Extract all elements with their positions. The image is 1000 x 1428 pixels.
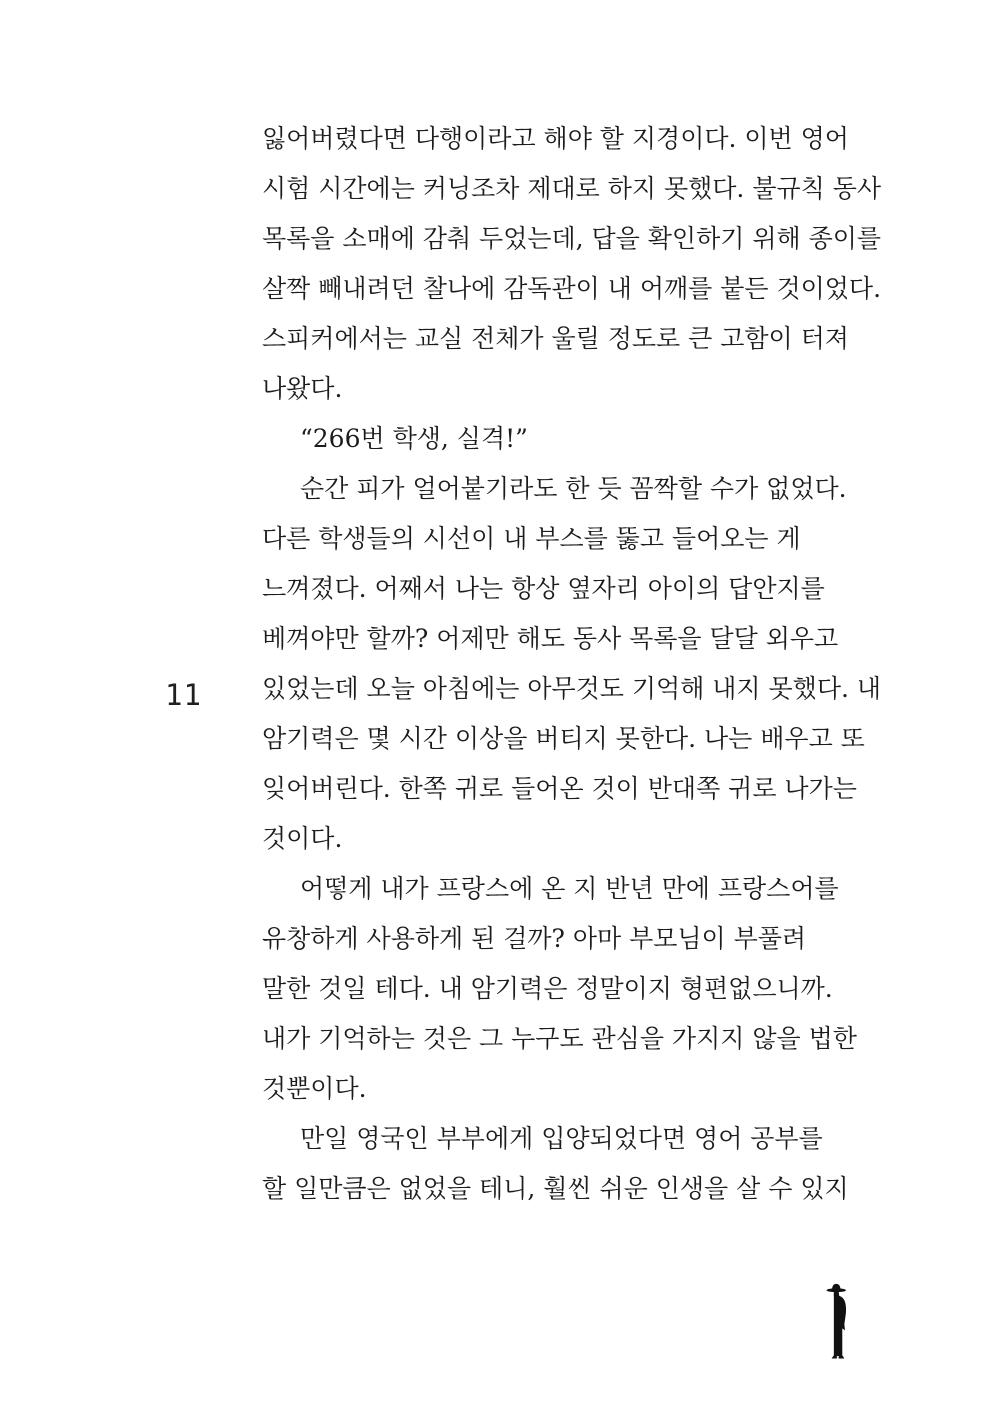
text-line: 것뿐이다. (262, 1074, 367, 1103)
text-line: 어떻게 내가 프랑스에 온 지 반년 만에 프랑스어를 (300, 874, 839, 903)
text-line: 목록을 소매에 감춰 두었는데, 답을 확인하기 위해 종이를 (262, 224, 882, 253)
text-line: 유창하게 사용하게 된 걸까? 아마 부모님이 부풀려 (262, 924, 807, 953)
text-line: 잃어버렸다면 다행이라고 해야 할 지경이다. 이번 영어 (262, 124, 849, 153)
text-line: 시험 시간에는 커닝조차 제대로 하지 못했다. 불규칙 동사 (262, 174, 882, 203)
text-line: 스피커에서는 교실 전체가 울릴 정도로 큰 고함이 터져 (262, 324, 849, 353)
text-line: 느껴졌다. 어째서 나는 항상 옆자리 아이의 답안지를 (262, 574, 825, 603)
text-line: 베껴야만 할까? 어제만 해도 동사 목록을 달달 외우고 (262, 624, 839, 653)
page-number: 11 (165, 678, 202, 712)
text-line: 나왔다. (262, 374, 343, 403)
text-line: “266번 학생, 실격!” (300, 424, 528, 453)
text-line: 순간 피가 얼어붙기라도 한 듯 꼼짝할 수가 없었다. (300, 474, 847, 503)
text-line: 있었는데 오늘 아침에는 아무것도 기억해 내지 못했다. 내 (262, 674, 882, 703)
text-line: 암기력은 몇 시간 이상을 버티지 못한다. 나는 배우고 또 (262, 724, 865, 753)
text-line: 것이다. (262, 824, 343, 853)
text-line: 다른 학생들의 시선이 내 부스를 뚫고 들어오는 게 (262, 524, 801, 553)
text-line: 만일 영국인 부부에게 입양되었다면 영어 공부를 (300, 1124, 823, 1153)
standing-person-icon (821, 1283, 854, 1360)
text-line: 말한 것일 테다. 내 암기력은 정말이지 형편없으니까. (262, 974, 833, 1003)
text-block (262, 114, 942, 1214)
text-line: 살짝 빼내려던 찰나에 감독관이 내 어깨를 붙든 것이었다. (262, 274, 882, 303)
text-line: 할 일만큼은 없었을 테니, 훨씬 쉬운 인생을 살 수 있지 (262, 1174, 849, 1203)
text-line: 잊어버린다. 한쪽 귀로 들어온 것이 반대쪽 귀로 나가는 (262, 774, 857, 803)
text-line: 내가 기억하는 것은 그 누구도 관심을 가지지 않을 법한 (262, 1024, 857, 1053)
